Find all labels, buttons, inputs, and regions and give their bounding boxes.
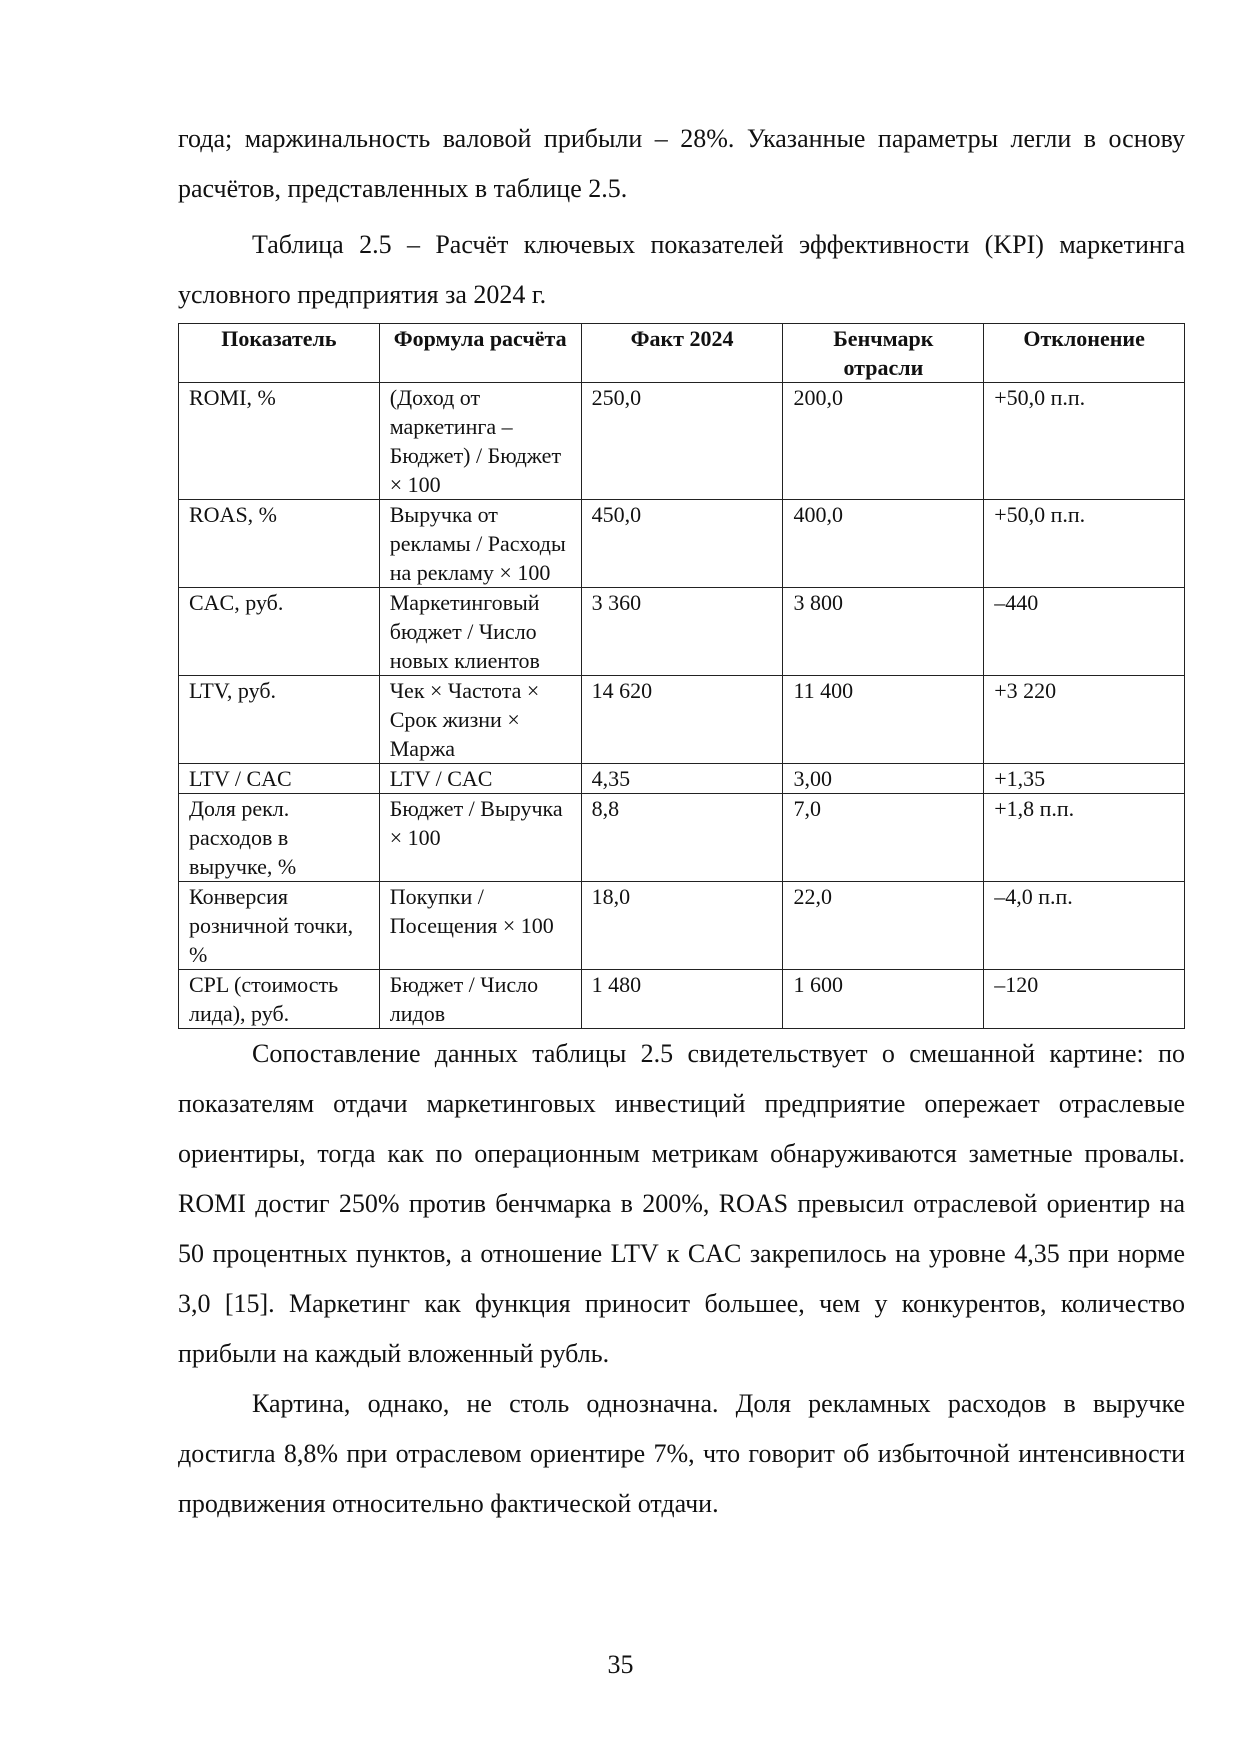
cell-formula: (Доход от маркетинга – Бюджет) / Бюджет × 100 [379,383,581,500]
table-header-row [179,324,1185,383]
cell-benchmark: 3,00 [783,764,984,794]
cell-deviation: +1,8 п.п. [984,794,1185,882]
table-row [179,676,1185,764]
cell-formula: Бюджет / Выручка × 100 [379,794,581,882]
cell-indicator: ROMI, % [179,383,380,500]
cell-benchmark: 22,0 [783,882,984,970]
cell-deviation: +50,0 п.п. [984,383,1185,500]
cell-deviation: +50,0 п.п. [984,500,1185,588]
cell-formula: Покупки / Посещения × 100 [379,882,581,970]
cell-deviation: –4,0 п.п. [984,882,1185,970]
cell-formula: Маркетинговый бюджет / Число новых клиентов [379,588,581,676]
cell-formula: Выручка от рекламы / Расходы на рекламу × 100 [379,500,581,588]
header-benchmark: Бенчмарк отрасли [783,324,984,383]
table-row [179,764,1185,794]
document-page [178,114,1185,1529]
cell-benchmark: 3 800 [783,588,984,676]
cell-benchmark: 400,0 [783,500,984,588]
table-row [179,794,1185,882]
cell-benchmark: 11 400 [783,676,984,764]
table-row [179,500,1185,588]
header-fact-2024: Факт 2024 [581,324,783,383]
cell-deviation: –440 [984,588,1185,676]
cell-fact: 3 360 [581,588,783,676]
kpi-table [178,323,1185,1029]
table-row [179,882,1185,970]
cell-formula: Бюджет / Число лидов [379,970,581,1029]
closing-paragraph: Картина, однако, не столь однозначна. Доля рекламных расходов в выручке достигла 8,8% при отраслевом ориентире 7%, что говорит об избыточной интенсивности продвижения относительно фактической отдачи. [178,1389,1185,1518]
table-row [179,970,1185,1029]
cell-indicator: Конверсия розничной точки, % [179,882,380,970]
cell-benchmark: 7,0 [783,794,984,882]
cell-deviation: –120 [984,970,1185,1029]
cell-benchmark: 1 600 [783,970,984,1029]
cell-indicator: CPL (стоимость лида), руб. [179,970,380,1029]
cell-indicator: ROAS, % [179,500,380,588]
cell-benchmark: 200,0 [783,383,984,500]
page-number: 35 [607,1650,634,1679]
cell-indicator: LTV / CAC [179,764,380,794]
header-formula: Формула расчёта [379,324,581,383]
cell-fact: 250,0 [581,383,783,500]
analysis-paragraph: Сопоставление данных таблицы 2.5 свидетельствует о смешанной картине: по показателям отдачи маркетинговых инвестиций предприятие опережает отраслевые ориентиры, тогда как по операционным метрикам обнаруживаются заметные провалы. ROMI достиг 250% против бенчмарка в 200%, ROAS превысил отраслевой ориентир на 50 процентных пунктов, а отношение LTV к CAC закрепилось на уровне 4,35 при норме 3,0 [15]. Маркетинг как функция приносит большее, чем у конкурентов, количество прибыли на каждый вложенный рубль. [178,1039,1185,1368]
cell-fact: 1 480 [581,970,783,1029]
cell-fact: 8,8 [581,794,783,882]
table-row [179,383,1185,500]
cell-fact: 4,35 [581,764,783,794]
cell-indicator: Доля рекл. расходов в выручке, % [179,794,380,882]
cell-fact: 450,0 [581,500,783,588]
header-indicator: Показатель [179,324,380,383]
table-caption: Таблица 2.5 – Расчёт ключевых показателей эффективности (KPI) маркетинга условного предприятия за 2024 г. [178,230,1185,309]
table-row [179,588,1185,676]
cell-indicator: LTV, руб. [179,676,380,764]
cell-formula: Чек × Частота × Срок жизни × Маржа [379,676,581,764]
cell-formula: LTV / CAC [379,764,581,794]
cell-deviation: +1,35 [984,764,1185,794]
cell-indicator: CAC, руб. [179,588,380,676]
intro-paragraph: года; маржинальность валовой прибыли – 28%. Указанные параметры легли в основу расчётов, представленных в таблице 2.5. [178,124,1185,203]
cell-deviation: +3 220 [984,676,1185,764]
cell-fact: 14 620 [581,676,783,764]
cell-fact: 18,0 [581,882,783,970]
header-deviation: Отклонение [984,324,1185,383]
